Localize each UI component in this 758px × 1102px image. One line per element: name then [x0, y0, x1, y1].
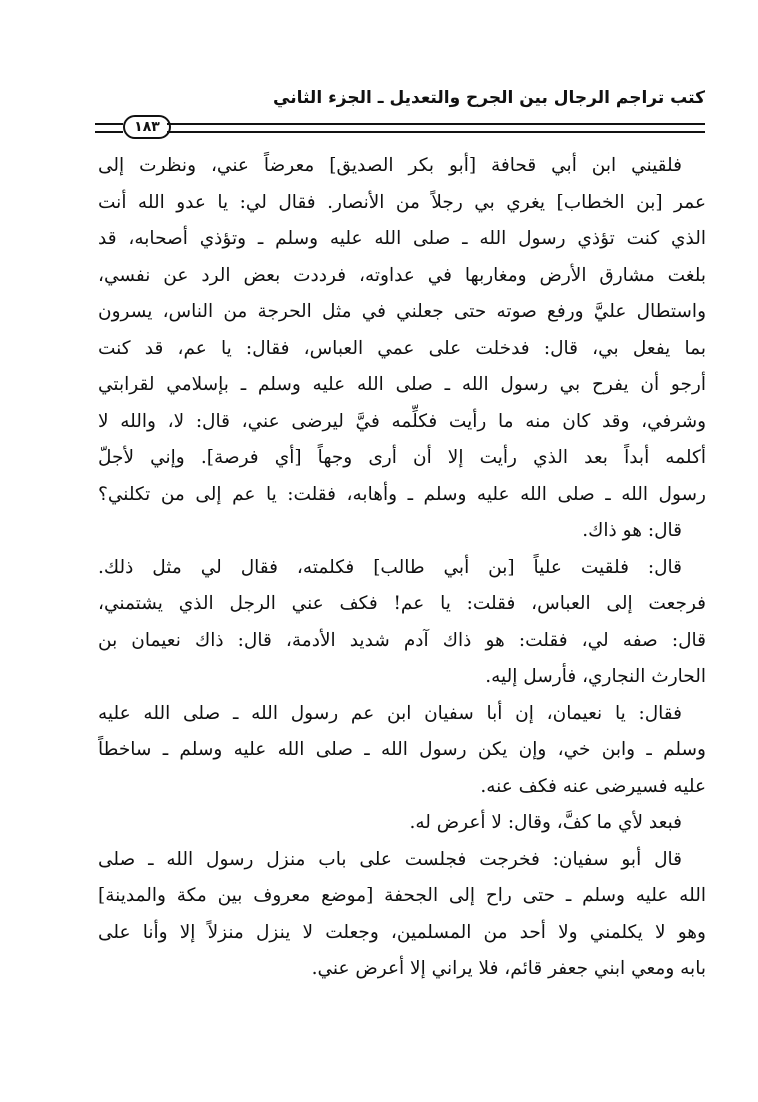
header-rule-right [167, 123, 705, 133]
text-line: قال أبو سفيان: فخرجت فجلست على باب منزل رسول الله ـ صلى [98, 848, 682, 870]
paragraph-4 [98, 842, 706, 988]
text-line: وهو لا يكلمني ولا أحد من المسلمين، وجعلت لا ينزل منزلاً إلا وأنا على [98, 921, 706, 943]
text-line: فبعد لأي ما كفَّ، وقال: لا أعرض له. [409, 812, 682, 833]
text-line: الله عليه وسلم ـ حتى راح إلى الجحفة [موضع معروف بين مكة والمدينة] [98, 885, 706, 906]
text-line: رسول الله ـ صلى الله عليه وسلم ـ وأهابه، فقلت: يا عم إلى من تكلني؟ [98, 483, 706, 505]
paragraph-3 [98, 696, 706, 842]
header-rule [95, 118, 705, 134]
page-number: ١٨٣ [123, 115, 171, 139]
text-line: قال: صفه لي، فقلت: هو ذاك آدم شديد الأدمة، قال: ذاك نعيمان بن [98, 629, 706, 651]
text-line: فرجعت إلى العباس، فقلت: يا عم! فكف عني الرجل الذي يشتمني، [98, 593, 706, 614]
page-header [95, 88, 705, 134]
text-line: فلقيني ابن أبي قحافة [أبو بكر الصديق] معرضاً عني، ونظرت إلى [98, 155, 682, 176]
text-line: بابه ومعي ابني جعفر قائم، فلا يراني إلا أعرض عني. [311, 958, 706, 979]
running-title: كتب تراجم الرجال بين الجرح والتعديل ـ الجزء الثاني [273, 88, 705, 108]
text-line: فقال: يا نعيمان، إن أبا سفيان ابن عم رسول الله ـ صلى الله عليه [98, 702, 682, 724]
text-line: قال: هو ذاك. [582, 520, 682, 541]
text-line: عمر [بن الخطاب] يغري بي رجلاً من الأنصار. فقال لي: يا عدو الله أنت [98, 191, 706, 213]
text-line: الحارث النجاري، فأرسل إليه. [485, 666, 706, 687]
text-line: الذي كنت تؤذي رسول الله ـ صلى الله عليه وسلم ـ وتؤذي أصحابه، قد [98, 228, 706, 249]
main-text [98, 148, 706, 988]
text-line: بما يفعل بي، قال: فدخلت على عمي العباس، فقال: يا عم، قد كنت [98, 337, 706, 359]
text-line: وسلم ـ وابن خي، وإن يكن رسول الله ـ صلى الله عليه وسلم ـ ساخطاً [98, 739, 706, 760]
text-line: بلغت مشارق الأرض ومغاربها في عداوته، فرددت بعض الرد عن نفسي، [98, 264, 706, 286]
text-line: أكلمه أبداً بعد الذي رأيت إلا أن أرى وجهاً [أي فرصة]. وإني لأجلّ [98, 447, 706, 468]
text-line: واستطال عليَّ ورفع صوته حتى جعلني في مثل الحرجة من الناس، يسرون [98, 301, 706, 322]
paragraph-1 [98, 148, 706, 550]
text-line: وشرفي، وقد كان منه ما رأيت فكلِّمه فيَّ ليرضى عني، قال: لا، والله لا [98, 410, 706, 432]
text-line: عليه فسيرضى عنه فكف عنه. [480, 775, 706, 797]
text-line: أرجو أن يفرح بي رسول الله ـ صلى الله عليه وسلم ـ بإسلامي لقرابتي [98, 374, 706, 395]
paragraph-2 [98, 550, 706, 696]
text-line: قال: فلقيت علياً [بن أبي طالب] فكلمته، فقال لي مثل ذلك. [98, 556, 682, 578]
header-rule-left [95, 123, 123, 133]
